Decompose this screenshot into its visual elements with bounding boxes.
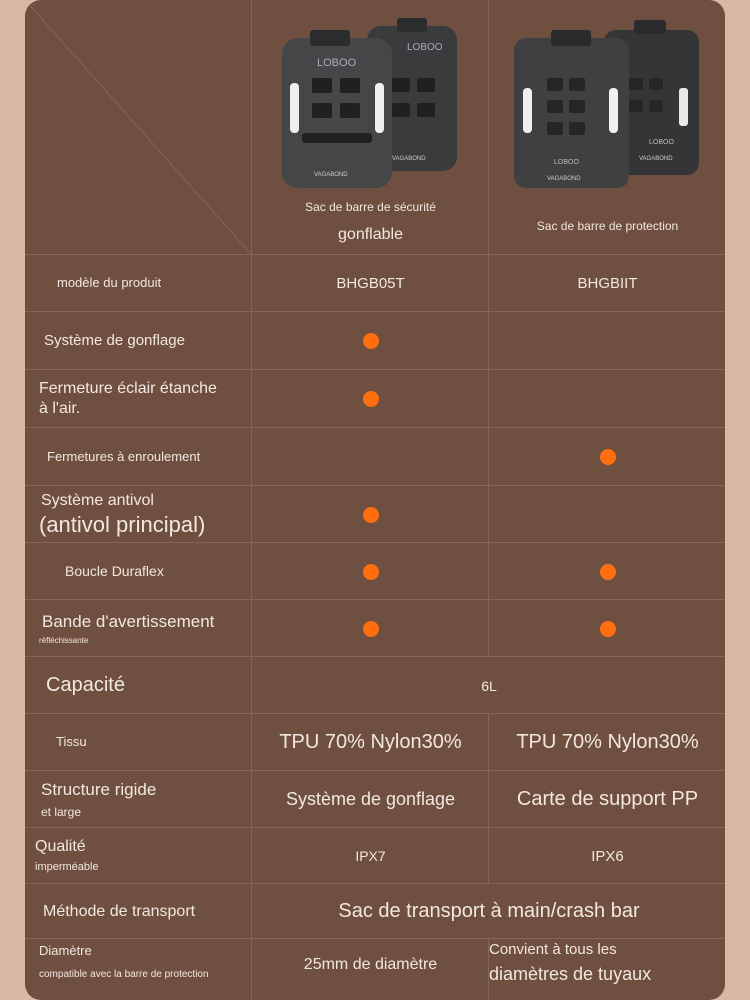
inflatable-bag-image: [272, 8, 472, 193]
table-row-fabric: [25, 713, 725, 771]
reflective-col1-check-dot: [363, 621, 379, 637]
quality-col2-value: IPX6: [591, 847, 624, 865]
diagonal-divider: [25, 0, 251, 254]
row-label-buckle: Boucle Duraflex: [65, 562, 164, 579]
reflective-label-line2: réfléchissante: [39, 636, 89, 646]
svg-text:LOBOO: LOBOO: [317, 57, 357, 69]
svg-text:VAGABOND: VAGABOND: [547, 176, 581, 182]
fabric-col1-value: TPU 70% Nylon30%: [279, 731, 462, 753]
svg-text:VAGABOND: VAGABOND: [639, 156, 673, 162]
table-row-rolltop: [25, 427, 725, 486]
row-label-diameter: [39, 943, 209, 982]
structure-col1-value: Système de gonflage: [285, 789, 456, 809]
structure-label-line1: Structure rigide: [41, 780, 157, 800]
table-row-zipper: [25, 369, 725, 428]
transport-value: Sac de transport à main/crash bar: [338, 900, 640, 922]
svg-text:VAGABOND: VAGABOND: [314, 172, 348, 178]
header-corner: [25, 0, 251, 254]
antitheft-label-line2: (antivol principal): [39, 511, 206, 537]
diameter-label-line1: Diamètre: [39, 943, 92, 958]
zipper-label-line1: Fermeture éclair étanche: [39, 380, 217, 397]
table-row-antitheft: [25, 485, 725, 543]
svg-text:VAGABOND: VAGABOND: [392, 156, 426, 162]
table-row-quality: [25, 827, 725, 884]
table-row-transport: [25, 883, 725, 939]
product-2-name: Sac de barre de protection: [536, 219, 679, 233]
row-label-zipper: [39, 379, 217, 419]
row-label-model: modèle du produit: [57, 275, 162, 291]
capacity-value: 6L: [481, 677, 497, 694]
protection-bag-image: [499, 8, 719, 193]
row-label-inflation: Système de gonflage: [44, 331, 185, 349]
fabric-col2-value: TPU 70% Nylon30%: [516, 731, 699, 753]
row-label-capacity: Capacité: [46, 674, 125, 696]
buckle-col2-check-dot: [600, 564, 616, 580]
quality-col1-value: IPX7: [355, 848, 386, 864]
antitheft-label-line1: Système antivol: [41, 491, 154, 509]
zipper-label-line2: à l'air.: [39, 400, 81, 417]
table-row-reflective: [25, 599, 725, 657]
product-1-name-line1: Sac de barre de sécurité: [305, 200, 436, 214]
row-label-reflective: [39, 611, 214, 646]
structure-col2-value: Carte de support PP: [516, 788, 699, 810]
table-row-inflation: [25, 311, 725, 370]
table-row-model: [25, 254, 725, 312]
antitheft-col1-check-dot: [363, 507, 379, 523]
model-col1-value: BHGB05T: [336, 275, 405, 292]
structure-label-line2: et large: [41, 804, 82, 819]
inflation-col1-check-dot: [363, 333, 379, 349]
svg-text:LOBOO: LOBOO: [649, 139, 674, 146]
product-column-1: [251, 0, 489, 254]
row-label-transport: Méthode de transport: [43, 902, 196, 920]
buckle-col1-check-dot: [363, 564, 379, 580]
reflective-col2-check-dot: [600, 621, 616, 637]
comparison-table: [25, 0, 725, 1000]
zipper-col1-check-dot: [363, 391, 379, 407]
diameter-col2-line2: diamètres de tuyaux: [489, 964, 652, 984]
product-column-2: [488, 0, 725, 254]
diameter-col2-line1: Convient à tous les: [489, 941, 617, 958]
table-row-capacity: [25, 656, 725, 714]
table-row-structure: [25, 770, 725, 828]
diameter-col1-value: 25mm de diamètre: [303, 956, 438, 973]
row-label-rolltop: Fermetures à enroulement: [47, 448, 201, 464]
row-label-quality: [35, 837, 99, 875]
rolltop-col2-check-dot: [600, 449, 616, 465]
model-col2-value: BHGBIIT: [577, 275, 638, 292]
diameter-label-line2: compatible avec la barre de protection: [39, 969, 209, 981]
table-row-diameter: [25, 938, 725, 1000]
quality-label-line2: imperméable: [35, 861, 99, 874]
quality-label-line1: Qualité: [35, 838, 86, 856]
row-label-antitheft: [39, 491, 205, 539]
table-header: [25, 0, 725, 254]
row-label-structure: [41, 779, 156, 819]
reflective-label-line1: Bande d'avertissement: [42, 611, 215, 631]
svg-text:LOBOO: LOBOO: [407, 42, 443, 53]
product-1-name-line2: gonflable: [338, 226, 403, 243]
row-label-fabric: Tissu: [56, 734, 87, 750]
table-row-buckle: [25, 542, 725, 600]
svg-text:LOBOO: LOBOO: [554, 159, 579, 166]
